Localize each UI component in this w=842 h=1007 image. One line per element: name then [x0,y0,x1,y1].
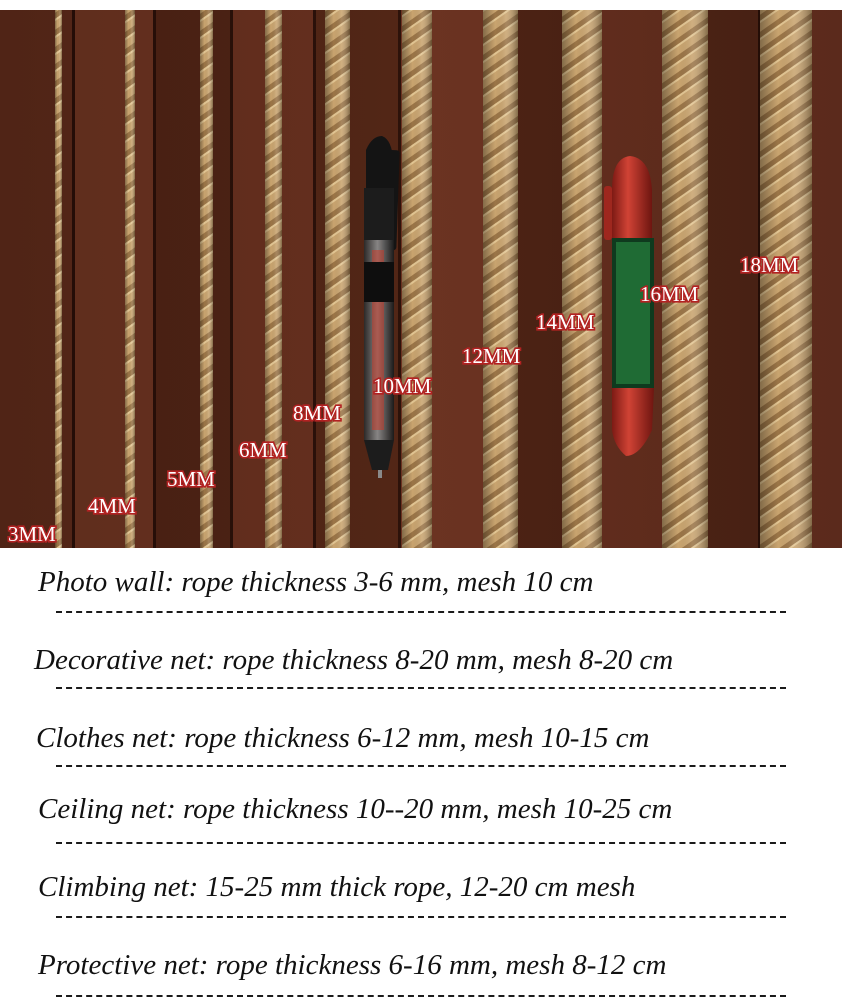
size-label-4mm: 4MM [88,494,136,518]
size-label-14mm: 14MM [536,310,595,334]
caption-ceiling-net: Ceiling net: rope thickness 10--20 mm, mesh 10-25 cm [38,793,673,825]
size-label-12mm: 12MM [462,344,521,368]
size-label-10mm: 10MM [373,374,432,398]
size-label-8mm: 8MM [293,401,341,425]
caption-divider [56,611,786,613]
caption-clothes-net: Clothes net: rope thickness 6-12 mm, mesh 10-15 cm [36,722,650,754]
caption-decorative-net: Decorative net: rope thickness 8-20 mm, mesh 8-20 cm [34,644,674,676]
caption-divider [56,687,786,689]
caption-photo-wall: Photo wall: rope thickness 3-6 mm, mesh 10 cm [38,566,594,598]
caption-divider [56,995,786,997]
caption-climbing-net: Climbing net: 15-25 mm thick rope, 12-20 cm mesh [38,871,636,903]
caption-divider [56,842,786,844]
caption-divider [56,916,786,918]
size-label-6mm: 6MM [239,438,287,462]
size-label-18mm: 18MM [740,253,799,277]
caption-divider [56,765,786,767]
size-label-3mm: 3MM [8,522,56,546]
caption-protective-net: Protective net: rope thickness 6-16 mm, mesh 8-12 cm [38,949,667,981]
usage-captions [0,548,842,1007]
size-label-5mm: 5MM [167,467,215,491]
size-label-16mm: 16MM [640,282,699,306]
